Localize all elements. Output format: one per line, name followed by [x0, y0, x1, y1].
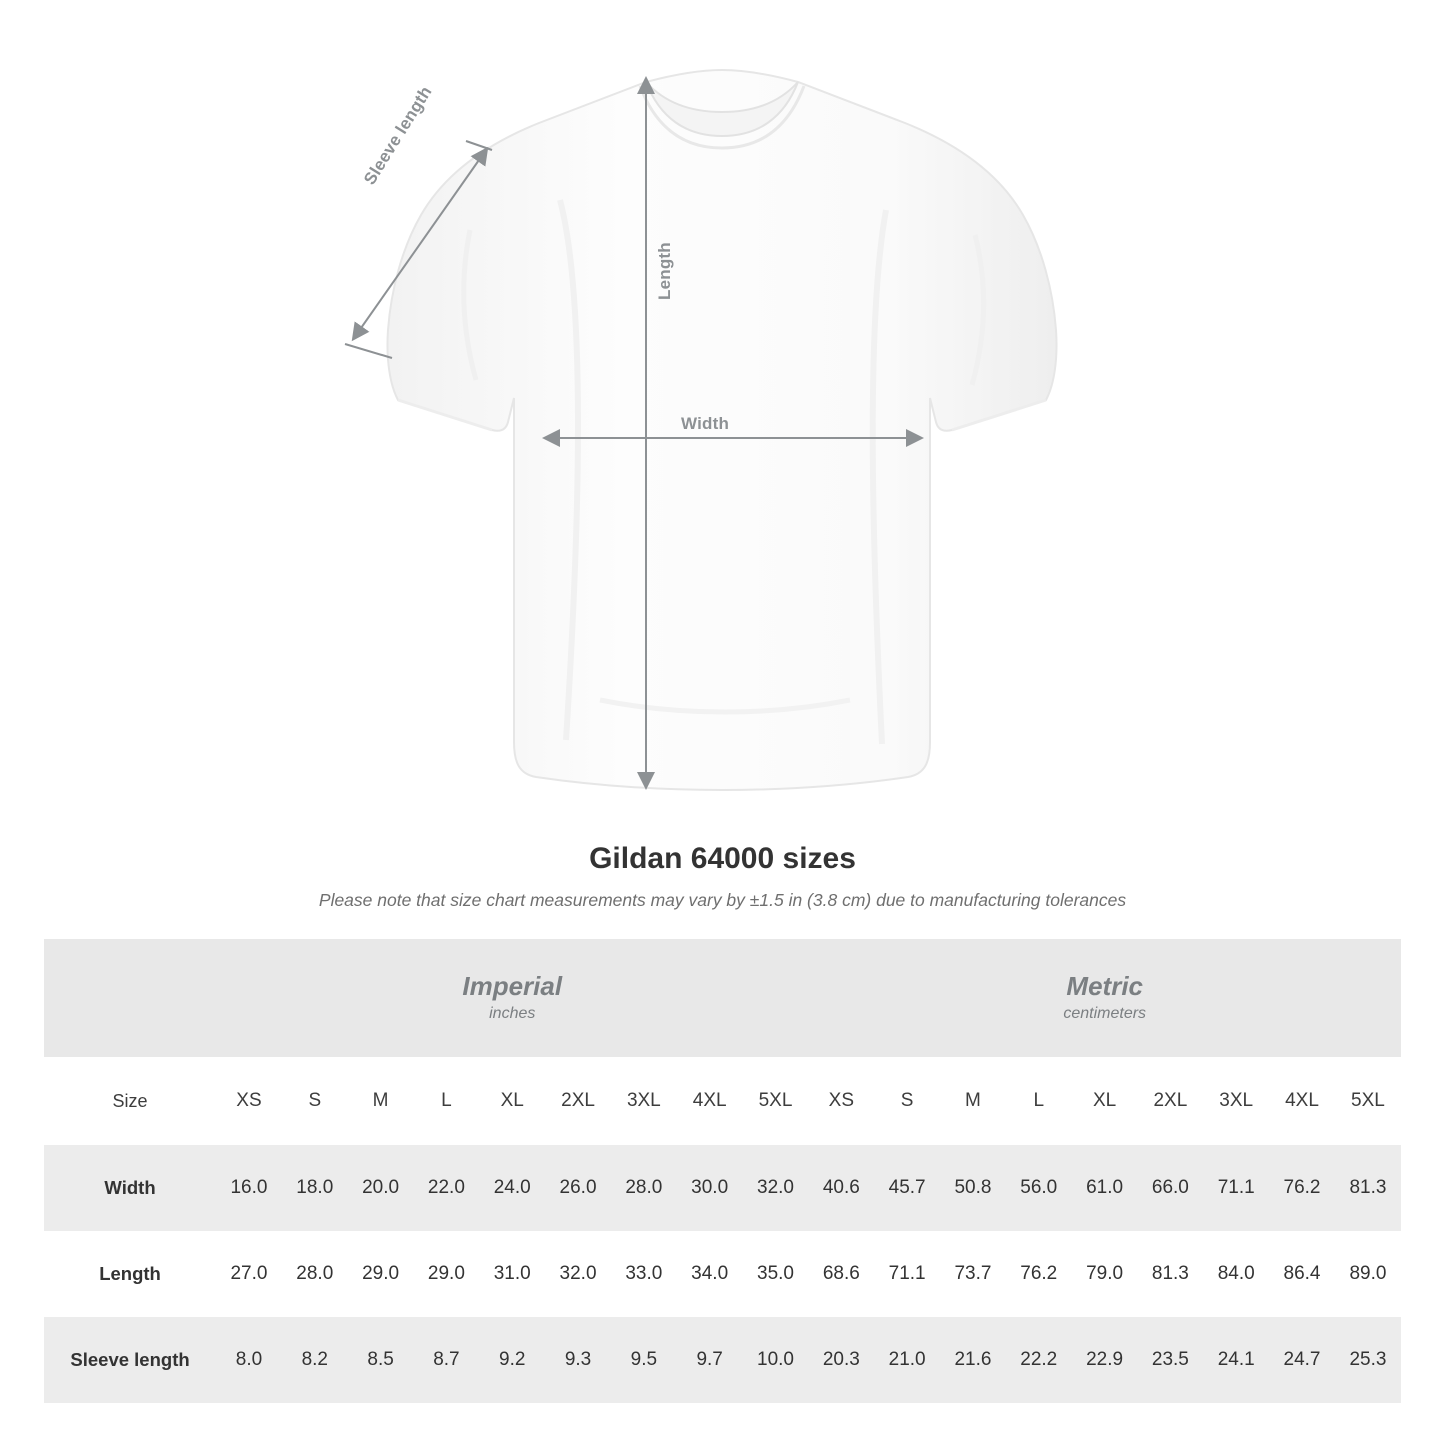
length-xl-cm: 79.0 [1072, 1231, 1138, 1317]
width-label: Width [681, 414, 730, 433]
width-3xl-in: 28.0 [611, 1145, 677, 1231]
size-col-14: 2XL [1137, 1057, 1203, 1145]
row-label-length: Length [44, 1231, 216, 1317]
width-3xl-cm: 71.1 [1203, 1145, 1269, 1231]
length-2xl-cm: 81.3 [1137, 1231, 1203, 1317]
sleeve-3xl-cm: 24.1 [1203, 1317, 1269, 1403]
sleeve-4xl-cm: 24.7 [1269, 1317, 1335, 1403]
unit-header-row [44, 939, 1401, 1057]
size-col-5: 2XL [545, 1057, 611, 1145]
width-xs-in: 16.0 [216, 1145, 282, 1231]
sleeve-3xl-in: 9.5 [611, 1317, 677, 1403]
length-m-cm: 73.7 [940, 1231, 1006, 1317]
size-col-10: S [874, 1057, 940, 1145]
size-col-2: M [348, 1057, 414, 1145]
length-3xl-in: 33.0 [611, 1231, 677, 1317]
size-col-4: XL [479, 1057, 545, 1145]
unit-header-metric [808, 939, 1401, 1057]
width-4xl-cm: 76.2 [1269, 1145, 1335, 1231]
width-xl-in: 24.0 [479, 1145, 545, 1231]
table-row [44, 1317, 1401, 1403]
length-5xl-in: 35.0 [743, 1231, 809, 1317]
width-5xl-in: 32.0 [743, 1145, 809, 1231]
size-col-13: XL [1072, 1057, 1138, 1145]
width-m-cm: 50.8 [940, 1145, 1006, 1231]
sleeve-l-in: 8.7 [414, 1317, 480, 1403]
length-xs-in: 27.0 [216, 1231, 282, 1317]
width-s-in: 18.0 [282, 1145, 348, 1231]
length-l-in: 29.0 [414, 1231, 480, 1317]
sleeve-5xl-cm: 25.3 [1335, 1317, 1401, 1403]
sleeve-5xl-in: 10.0 [743, 1317, 809, 1403]
size-col-15: 3XL [1203, 1057, 1269, 1145]
width-4xl-in: 30.0 [677, 1145, 743, 1231]
width-l-in: 22.0 [414, 1145, 480, 1231]
size-col-11: M [940, 1057, 1006, 1145]
sleeve-length-label: Sleeve length [360, 82, 436, 189]
length-xs-cm: 68.6 [808, 1231, 874, 1317]
length-2xl-in: 32.0 [545, 1231, 611, 1317]
size-header-row [44, 1057, 1401, 1145]
length-xl-in: 31.0 [479, 1231, 545, 1317]
imperial-name: Imperial [462, 970, 563, 1001]
metric-name: Metric [1066, 970, 1143, 1001]
length-l-cm: 76.2 [1006, 1231, 1072, 1317]
width-5xl-cm: 81.3 [1335, 1145, 1401, 1231]
sleeve-xl-cm: 22.9 [1072, 1317, 1138, 1403]
size-chart-table [44, 939, 1401, 1403]
width-s-cm: 45.7 [874, 1145, 940, 1231]
table-row [44, 1231, 1401, 1317]
sleeve-2xl-cm: 23.5 [1137, 1317, 1203, 1403]
sleeve-xl-in: 9.2 [479, 1317, 545, 1403]
sleeve-s-in: 8.2 [282, 1317, 348, 1403]
size-col-1: S [282, 1057, 348, 1145]
size-col-12: L [1006, 1057, 1072, 1145]
sleeve-l-cm: 22.2 [1006, 1317, 1072, 1403]
size-col-8: 5XL [743, 1057, 809, 1145]
width-l-cm: 56.0 [1006, 1145, 1072, 1231]
sleeve-4xl-in: 9.7 [677, 1317, 743, 1403]
row-header-size: Size [44, 1057, 216, 1145]
length-m-in: 29.0 [348, 1231, 414, 1317]
size-col-9: XS [808, 1057, 874, 1145]
width-m-in: 20.0 [348, 1145, 414, 1231]
sleeve-m-in: 8.5 [348, 1317, 414, 1403]
row-label-sleeve-length: Sleeve length [44, 1317, 216, 1403]
size-col-0: XS [216, 1057, 282, 1145]
length-4xl-in: 34.0 [677, 1231, 743, 1317]
sleeve-xs-cm: 20.3 [808, 1317, 874, 1403]
width-2xl-in: 26.0 [545, 1145, 611, 1231]
size-col-17: 5XL [1335, 1057, 1401, 1145]
table-row [44, 1145, 1401, 1231]
size-col-16: 4XL [1269, 1057, 1335, 1145]
size-col-7: 4XL [677, 1057, 743, 1145]
size-col-6: 3XL [611, 1057, 677, 1145]
metric-sub: centimeters [1063, 1005, 1147, 1023]
sleeve-xs-in: 8.0 [216, 1317, 282, 1403]
imperial-sub: inches [489, 1005, 536, 1023]
page-title: Gildan 64000 sizes [589, 842, 856, 875]
length-label: Length [655, 242, 674, 300]
length-5xl-cm: 89.0 [1335, 1231, 1401, 1317]
sleeve-2xl-in: 9.3 [545, 1317, 611, 1403]
length-4xl-cm: 86.4 [1269, 1231, 1335, 1317]
size-chart-heading [0, 842, 1445, 911]
width-2xl-cm: 66.0 [1137, 1145, 1203, 1231]
sleeve-s-cm: 21.0 [874, 1317, 940, 1403]
unit-header-spacer [44, 939, 216, 1057]
length-3xl-cm: 84.0 [1203, 1231, 1269, 1317]
row-label-width: Width [44, 1145, 216, 1231]
size-table-wrapper [0, 939, 1445, 1403]
width-xs-cm: 40.6 [808, 1145, 874, 1231]
length-s-in: 28.0 [282, 1231, 348, 1317]
unit-header-imperial [216, 939, 808, 1057]
size-col-3: L [414, 1057, 480, 1145]
sleeve-m-cm: 21.6 [940, 1317, 1006, 1403]
length-s-cm: 71.1 [874, 1231, 940, 1317]
width-xl-cm: 61.0 [1072, 1145, 1138, 1231]
tolerance-note: Please note that size chart measurements may vary by ±1.5 in (3.8 cm) due to manufacturing tolerances [318, 890, 1127, 910]
